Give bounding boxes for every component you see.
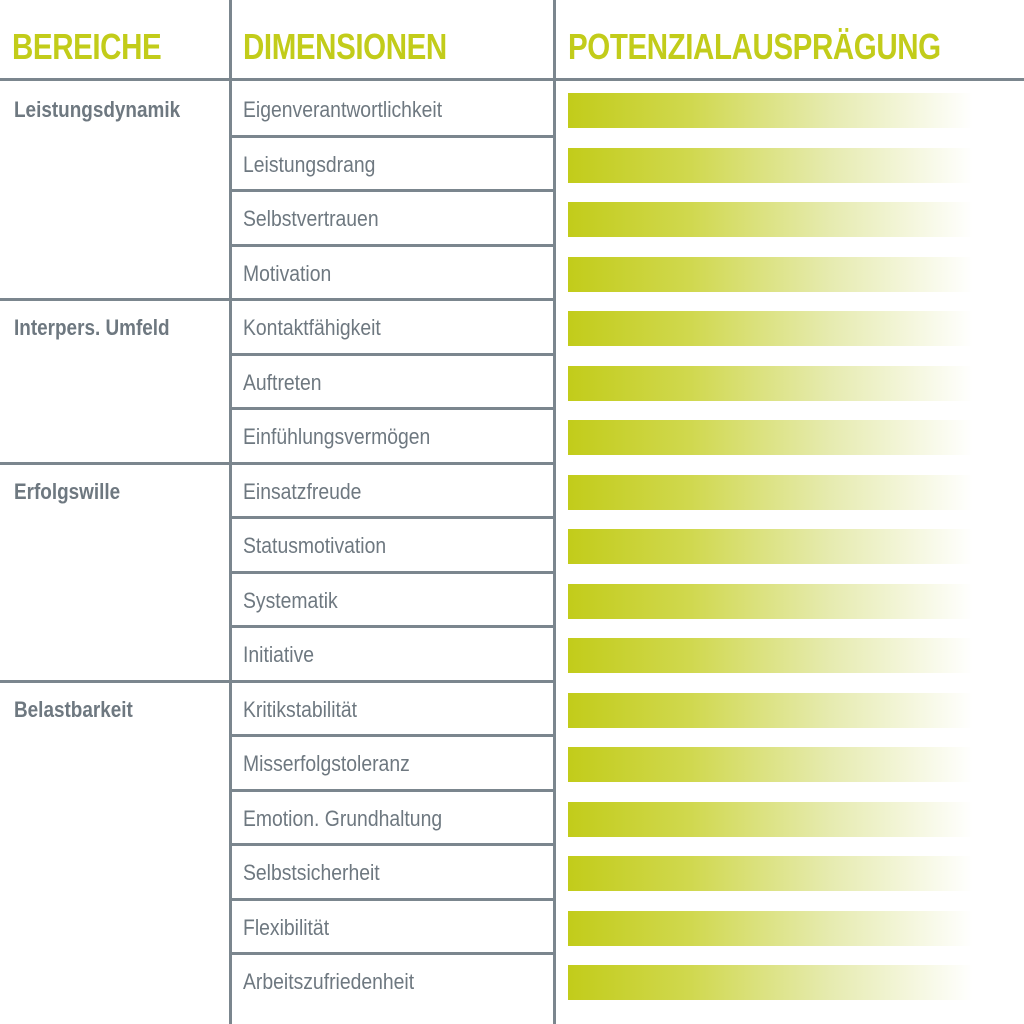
dimension-label: Kritikstabilität — [243, 696, 358, 722]
header-divider — [0, 78, 1024, 81]
area-label: Belastbarkeit — [14, 696, 133, 722]
row-divider — [229, 898, 556, 901]
dimension-label: Flexibilität — [243, 914, 330, 940]
potential-bar — [568, 420, 973, 455]
potential-bar — [568, 202, 973, 237]
row-divider — [229, 734, 556, 737]
row-divider — [229, 407, 556, 410]
potential-bar — [568, 693, 973, 728]
potential-bar — [568, 911, 973, 946]
potential-bar — [568, 93, 973, 128]
dimension-label: Emotion. Grundhaltung — [243, 805, 443, 831]
row-divider — [229, 571, 556, 574]
column-divider-right — [553, 0, 556, 1024]
potential-bar — [568, 311, 973, 346]
dimension-label: Motivation — [243, 260, 332, 286]
area-label: Erfolgswille — [14, 478, 121, 504]
dimension-label: Einsatzfreude — [243, 478, 362, 504]
potential-bar — [568, 366, 973, 401]
dimension-label: Auftreten — [243, 369, 322, 395]
row-divider — [229, 625, 556, 628]
dimension-label: Einfühlungsvermögen — [243, 424, 431, 449]
dimension-label: Selbstsicherheit — [243, 860, 380, 885]
potential-bar — [568, 965, 973, 1000]
row-divider — [229, 353, 556, 356]
column-header-potential: POTENZIALAUSPRÄGUNG — [568, 26, 941, 67]
area-label: Leistungsdynamik — [14, 97, 181, 122]
row-divider — [229, 189, 556, 192]
dimension-label: Leistungsdrang — [243, 151, 376, 177]
dimension-label: Misserfolgstoleranz — [243, 751, 410, 776]
row-divider — [229, 789, 556, 792]
area-divider — [0, 462, 556, 465]
potential-bar — [568, 802, 973, 837]
potential-bar — [568, 257, 973, 292]
column-divider-left — [229, 0, 232, 1024]
row-divider — [229, 244, 556, 247]
dimension-label: Arbeitszufriedenheit — [243, 969, 415, 994]
potential-bar — [568, 529, 973, 564]
column-header-dimensions: DIMENSIONEN — [243, 26, 447, 67]
dimension-label: Systematik — [243, 587, 338, 613]
column-header-areas: BEREICHE — [12, 26, 162, 67]
potential-bar — [568, 638, 973, 673]
dimension-label: Eigenverantwortlichkeit — [243, 97, 443, 122]
dimension-label: Statusmotivation — [243, 533, 387, 558]
potential-bar — [568, 584, 973, 619]
area-label: Interpers. Umfeld — [14, 315, 170, 340]
potential-bar — [568, 148, 973, 183]
potential-bar — [568, 475, 973, 510]
dimension-label: Selbstvertrauen — [243, 206, 379, 231]
dimension-label: Kontaktfähigkeit — [243, 315, 381, 340]
area-divider — [0, 298, 556, 301]
row-divider — [229, 952, 556, 955]
area-divider — [0, 680, 556, 683]
potential-bar — [568, 747, 973, 782]
dimension-label: Initiative — [243, 642, 315, 667]
potential-bar — [568, 856, 973, 891]
row-divider — [229, 135, 556, 138]
row-divider — [229, 516, 556, 519]
row-divider — [229, 843, 556, 846]
